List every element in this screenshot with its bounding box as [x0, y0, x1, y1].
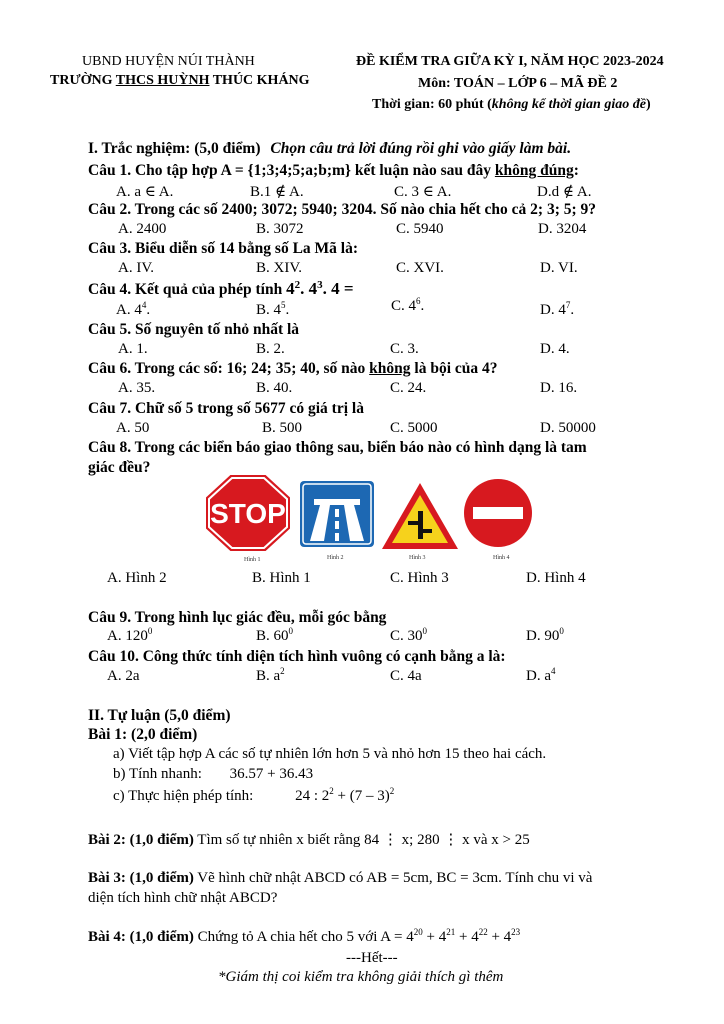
- stop-sign-icon: [204, 473, 292, 553]
- q9-b-val: B. 60: [256, 628, 289, 644]
- q3-option-a: A. IV.: [118, 260, 154, 276]
- q10-d-val: D. a: [526, 668, 551, 684]
- q8-option-d: D. Hình 4: [526, 570, 586, 586]
- q4-option-d: [540, 302, 574, 319]
- q4-c-base: C. 4: [391, 298, 417, 314]
- sign-caption-4: Hình 4: [493, 555, 510, 561]
- bai1-c-expr: [295, 788, 394, 804]
- question-8-line2: giác đều?: [88, 459, 151, 476]
- exam-time: [372, 97, 651, 113]
- q6-post: là bội của 4?: [410, 360, 498, 377]
- q2-option-c: C. 5940: [396, 221, 444, 237]
- q9-d-deg: 0: [559, 626, 564, 636]
- q4-option-b: [256, 302, 289, 319]
- exam-subject: Môn: TOÁN – LỚP 6 – MÃ ĐỀ 2: [418, 76, 618, 91]
- q8-option-a: A. Hình 2: [107, 570, 167, 586]
- highway-sign-icon: [300, 481, 374, 547]
- q10-option-b: [256, 668, 285, 685]
- q1-option-b: B.1 ∉ A.: [250, 184, 304, 200]
- q4-b-exp: 5: [281, 300, 286, 310]
- bai1-c-exp2: 2: [389, 786, 395, 796]
- q7-option-d: D. 50000: [540, 420, 596, 436]
- q6-option-b: B. 40.: [256, 380, 293, 396]
- exam-title: ĐỀ KIỂM TRA GIỮA KỲ I, NĂM HỌC 2023-2024: [356, 54, 664, 69]
- bai4-e3: 22: [478, 927, 488, 937]
- q4-base2: . 4: [300, 279, 318, 298]
- sign-caption-1: Hình 1: [244, 557, 261, 563]
- q6-option-a: A. 35.: [118, 380, 156, 396]
- q4-post: . 4 =: [322, 279, 354, 298]
- question-9: Câu 9. Trong hình lục giác đều, mỗi góc bằng: [88, 609, 387, 626]
- school-prefix: TRƯỜNG: [50, 73, 116, 88]
- q7-option-b: B. 500: [262, 420, 303, 436]
- q4-b-dot: .: [285, 302, 290, 318]
- bai3-text1: Vẽ hình chữ nhật ABCD có AB = 5cm, BC = 3cm. Tính chu vi và: [193, 870, 593, 886]
- q9-d-val: D. 90: [526, 628, 560, 644]
- bai1-title: Bài 1: (2,0 điểm): [88, 726, 198, 743]
- q6-option-d: D. 16.: [540, 380, 578, 396]
- part2-title: II. Tự luận (5,0 điểm): [88, 707, 231, 724]
- q10-b-exp: 2: [280, 666, 285, 676]
- q9-option-c: [390, 628, 427, 645]
- q2-option-b: B. 3072: [256, 221, 304, 237]
- part1-instruction: Chọn câu trả lời đúng rồi ghi vào giấy làm bài.: [270, 140, 572, 157]
- sign-caption-3: Hình 3: [409, 555, 426, 561]
- end-marker: ---Hết---: [346, 950, 398, 966]
- q4-a-exp: 4: [141, 300, 147, 310]
- q4-c-exp: 6: [416, 296, 421, 306]
- bai3-line1: [88, 870, 592, 887]
- q9-b-deg: 0: [288, 626, 294, 636]
- question-8-line1: Câu 8. Trong các biển báo giao thông sau, biển báo nào có hình dạng là tam: [88, 439, 587, 456]
- time-post: ): [645, 97, 651, 112]
- q4-d-base: D. 4: [540, 302, 566, 318]
- q1-option-c: C. 3 ∈ A.: [394, 184, 452, 200]
- q6-option-c: C. 24.: [390, 380, 427, 396]
- header-left-line2: [50, 73, 310, 89]
- q7-option-a: A. 50: [116, 420, 150, 436]
- q4-b-base: B. 4: [256, 302, 282, 318]
- q9-option-d: [526, 628, 564, 645]
- bai1-c-part2: + (7 – 3): [333, 788, 390, 804]
- q5-option-d: D. 4.: [540, 341, 570, 357]
- bai1-b-expr: 36.57 + 36.43: [229, 766, 314, 782]
- q8-option-b: B. Hình 1: [252, 570, 311, 586]
- q10-option-a: A. 2a: [107, 668, 140, 684]
- q4-a-dot: .: [146, 302, 151, 318]
- q4-a-base: A. 4: [116, 302, 142, 318]
- question-3: Câu 3. Biểu diễn số 14 bằng số La Mã là:: [88, 240, 359, 257]
- q2-option-d: D. 3204: [538, 221, 587, 237]
- q6-underlined: không: [369, 360, 411, 377]
- bai4-text: Chứng tỏ A chia hết cho 5 với A = 4: [193, 929, 414, 945]
- bai4-e1: 20: [413, 927, 423, 937]
- q5-option-b: B. 2.: [256, 341, 285, 357]
- bai1-b: [113, 766, 313, 783]
- q10-option-c: C. 4a: [390, 668, 422, 684]
- q9-option-a: [107, 628, 152, 645]
- q3-option-b: B. XIV.: [256, 260, 302, 276]
- q4-exp1: 2: [294, 278, 301, 291]
- bai4-p3: + 4: [455, 929, 479, 945]
- q10-b-val: B. a: [256, 668, 281, 684]
- q4-c-dot: .: [420, 298, 425, 314]
- time-italic: không kể thời gian giao đề: [491, 97, 646, 112]
- bai1-c: [113, 788, 394, 805]
- question-7: Câu 7. Chữ số 5 trong số 5677 có giá trị là: [88, 400, 364, 417]
- bai3-line2: diện tích hình chữ nhật ABCD?: [88, 890, 278, 906]
- q4-option-a: [116, 302, 150, 319]
- q3-option-d: D. VI.: [540, 260, 578, 276]
- q1-pre: Câu 1. Cho tập hợp A = {1;3;4;5;a;b;m} kết luận nào sau đây: [88, 162, 495, 179]
- header-left-line1: UBND HUYỆN NÚI THÀNH: [82, 54, 255, 69]
- q4-exp2: 3: [317, 278, 323, 291]
- question-2: Câu 2. Trong các số 2400; 3072; 5940; 3204. Số nào chia hết cho cả 2; 3; 5; 9?: [88, 201, 597, 218]
- sign-caption-2: Hình 2: [327, 555, 344, 561]
- time-pre: Thời gian: 60 phút (: [372, 97, 492, 112]
- no-entry-sign-icon: [463, 478, 533, 548]
- question-1: [88, 162, 579, 180]
- bai4: [88, 929, 520, 946]
- q4-option-c: [391, 298, 424, 315]
- q5-option-c: C. 3.: [390, 341, 419, 357]
- school-underlined: THCS HUỲNH: [115, 73, 210, 88]
- school-suffix: THÚC KHÁNG: [209, 73, 310, 88]
- question-5: Câu 5. Số nguyên tố nhỏ nhất là: [88, 321, 300, 338]
- bai4-e2: 21: [446, 927, 456, 937]
- q9-c-deg: 0: [422, 626, 428, 636]
- bai2-text: Tìm số tự nhiên x biết rằng 84 ⋮ x; 280 ⋮ x và x > 25: [193, 832, 530, 848]
- q9-option-b: [256, 628, 293, 645]
- question-10: Câu 10. Công thức tính diện tích hình vuông có cạnh bằng a là:: [88, 648, 506, 665]
- q8-option-c: C. Hình 3: [390, 570, 449, 586]
- footer-note: *Giám thị coi kiểm tra không giải thích gì thêm: [218, 969, 504, 985]
- q10-d-exp: 4: [551, 666, 556, 676]
- q3-option-c: C. XVI.: [396, 260, 444, 276]
- q4-d-exp: 7: [565, 300, 571, 310]
- q1-underlined: không đúng: [494, 162, 574, 179]
- q2-option-a: A. 2400: [118, 221, 167, 237]
- q1-option-a: A. a ∈ A.: [116, 184, 174, 200]
- bai1-c-part1: 24 : 2: [295, 788, 330, 804]
- bai3-title: Bài 3: (1,0 điểm): [88, 870, 194, 886]
- bai1-c-label: c) Thực hiện phép tính:: [113, 788, 254, 804]
- bai4-e4: 23: [511, 927, 521, 937]
- q9-a-deg: 0: [147, 626, 153, 636]
- q5-option-a: A. 1.: [118, 341, 148, 357]
- q1-option-d: D.d ∉ A.: [537, 184, 592, 200]
- q4-base1: 4: [286, 279, 295, 298]
- q7-option-c: C. 5000: [390, 420, 438, 436]
- q6-pre: Câu 6. Trong các số: 16; 24; 35; 40, số nào: [88, 360, 370, 377]
- bai2: [88, 830, 530, 849]
- stop-sign-text: STOP: [210, 498, 286, 529]
- warning-triangle-sign-icon: [380, 481, 460, 551]
- bai1-a: a) Viết tập hợp A các số tự nhiên lớn hơn 5 và nhỏ hơn 15 theo hai cách.: [113, 746, 547, 762]
- part1-heading: [88, 140, 571, 158]
- bai4-title: Bài 4: (1,0 điểm): [88, 929, 194, 945]
- question-4: [88, 279, 354, 299]
- bai1-b-label: b) Tính nhanh:: [113, 766, 202, 782]
- q4-d-dot: .: [570, 302, 575, 318]
- bai2-title: Bài 2: (1,0 điểm): [88, 832, 194, 848]
- part1-title: I. Trắc nghiệm: (5,0 điểm): [88, 140, 261, 157]
- q10-option-d: [526, 668, 556, 685]
- bai4-p4: + 4: [487, 929, 512, 945]
- bai1-c-exp1: 2: [329, 786, 334, 796]
- question-6: [88, 360, 498, 378]
- bai4-p2: + 4: [422, 929, 447, 945]
- q9-a-val: A. 120: [107, 628, 148, 644]
- q9-c-val: C. 30: [390, 628, 423, 644]
- q4-pre: Câu 4. Kết quả của phép tính: [88, 281, 287, 298]
- q1-post: :: [573, 162, 579, 179]
